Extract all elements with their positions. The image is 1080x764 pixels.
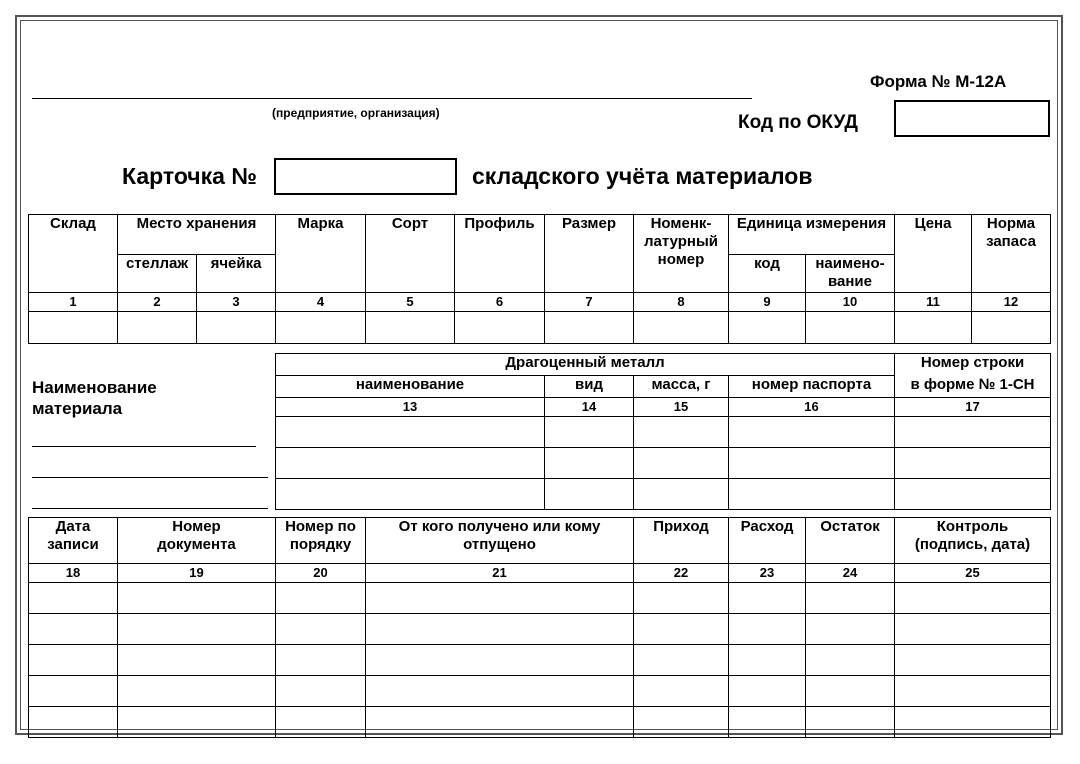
data-cell[interactable] [634, 312, 729, 344]
col-num: 5 [366, 293, 455, 312]
col-num: 7 [545, 293, 634, 312]
col-num: 6 [455, 293, 545, 312]
header-stellazh: стеллаж [118, 255, 197, 293]
col-num: 23 [729, 564, 806, 583]
col-num: 4 [276, 293, 366, 312]
movement-table [28, 517, 1051, 738]
data-cell[interactable] [806, 676, 895, 707]
data-cell[interactable] [729, 312, 806, 344]
header-yacheyka: ячейка [197, 255, 276, 293]
data-cell[interactable] [29, 312, 118, 344]
data-cell[interactable] [729, 417, 895, 448]
col-num: 3 [197, 293, 276, 312]
data-cell[interactable] [366, 614, 634, 645]
data-cell[interactable] [276, 676, 366, 707]
data-cell[interactable] [118, 312, 197, 344]
header-edinica: Единица измерения [729, 215, 895, 255]
header-kontrol [895, 518, 1051, 564]
header-otkogo-2: отпущено [463, 536, 536, 553]
col-num: 13 [276, 398, 545, 417]
col-num: 19 [118, 564, 276, 583]
col-num: 10 [806, 293, 895, 312]
col-num: 24 [806, 564, 895, 583]
header-poryadok-2: порядку [289, 536, 352, 553]
data-cell[interactable] [634, 676, 729, 707]
header-sklad: Склад [29, 215, 118, 293]
header-naimen: наимено-вание [806, 255, 895, 293]
col-num: 22 [634, 564, 729, 583]
data-cell[interactable] [729, 583, 806, 614]
col-num: 16 [729, 398, 895, 417]
data-cell[interactable] [895, 417, 1051, 448]
data-cell[interactable] [634, 645, 729, 676]
data-cell[interactable] [634, 417, 729, 448]
data-cell[interactable] [118, 583, 276, 614]
col-num: 18 [29, 564, 118, 583]
header-otkogo [366, 518, 634, 564]
material-attributes-table [28, 214, 1051, 344]
header-poryadok [276, 518, 366, 564]
data-cell[interactable] [366, 676, 634, 707]
header-doc-2: документа [157, 536, 236, 553]
data-cell[interactable] [276, 448, 545, 479]
header-doc-1: Номер [172, 518, 221, 535]
data-cell[interactable] [895, 448, 1051, 479]
col-num: 15 [634, 398, 729, 417]
header-marka: Марка [276, 215, 366, 293]
col-num: 12 [972, 293, 1051, 312]
header-norma: Норма запаса [972, 215, 1051, 293]
header-doc [118, 518, 276, 564]
data-cell[interactable] [29, 676, 118, 707]
header-metal-massa: масса, г [634, 376, 729, 398]
data-cell[interactable] [366, 312, 455, 344]
data-cell[interactable] [806, 614, 895, 645]
org-caption: (предприятие, организация) [272, 106, 440, 120]
data-cell[interactable] [806, 645, 895, 676]
data-cell[interactable] [806, 707, 895, 738]
data-cell[interactable] [729, 614, 806, 645]
data-cell[interactable] [895, 645, 1051, 676]
col-num: 25 [895, 564, 1051, 583]
data-cell[interactable] [729, 707, 806, 738]
data-cell[interactable] [118, 614, 276, 645]
data-cell[interactable] [276, 707, 366, 738]
header-otkogo-1: От кого получено или кому [398, 518, 601, 535]
data-cell[interactable] [118, 707, 276, 738]
header-metal: Драгоценный металл [276, 354, 895, 376]
data-cell[interactable] [276, 583, 366, 614]
data-cell[interactable] [276, 645, 366, 676]
header-metal-pasport: номер паспорта [729, 376, 895, 398]
data-cell[interactable] [29, 614, 118, 645]
data-cell[interactable] [118, 645, 276, 676]
data-cell[interactable] [634, 707, 729, 738]
col-num: 14 [545, 398, 634, 417]
data-cell[interactable] [972, 312, 1051, 344]
data-cell[interactable] [634, 479, 729, 510]
material-line-2 [32, 477, 268, 478]
data-cell[interactable] [29, 583, 118, 614]
material-line-1 [32, 446, 256, 447]
data-cell[interactable] [806, 583, 895, 614]
header-razmer: Размер [545, 215, 634, 293]
data-cell[interactable] [729, 676, 806, 707]
header-data-2: записи [47, 536, 99, 553]
data-cell[interactable] [366, 707, 634, 738]
card-title-suffix: складского учёта материалов [472, 163, 813, 189]
data-cell[interactable] [895, 583, 1051, 614]
okud-label: Код по ОКУД [738, 112, 858, 133]
org-line [32, 98, 752, 99]
header-metal-naimen: наименование [276, 376, 545, 398]
data-cell[interactable] [729, 479, 895, 510]
header-data [29, 518, 118, 564]
data-cell[interactable] [634, 583, 729, 614]
col-num: 8 [634, 293, 729, 312]
okud-code-field[interactable] [894, 100, 1050, 137]
data-cell[interactable] [276, 312, 366, 344]
header-rashod: Расход [729, 518, 806, 564]
material-name-text: Наименование материала [32, 378, 157, 418]
data-cell[interactable] [806, 312, 895, 344]
header-ostatok: Остаток [806, 518, 895, 564]
header-cena: Цена [895, 215, 972, 293]
header-sort: Сорт [366, 215, 455, 293]
data-cell[interactable] [895, 676, 1051, 707]
col-num: 1 [29, 293, 118, 312]
data-cell[interactable] [276, 479, 545, 510]
header-prihod: Приход [634, 518, 729, 564]
data-cell[interactable] [634, 614, 729, 645]
header-poryadok-1: Номер по [285, 518, 356, 535]
data-cell[interactable] [29, 645, 118, 676]
data-cell[interactable] [634, 448, 729, 479]
data-cell[interactable] [29, 707, 118, 738]
header-nomenk: Номенк-латурный номер [634, 215, 729, 293]
card-number-field[interactable] [274, 158, 457, 195]
precious-metal-table [275, 353, 1051, 510]
header-data-1: Дата [55, 518, 91, 535]
data-cell[interactable] [366, 645, 634, 676]
data-cell[interactable] [545, 448, 634, 479]
data-cell[interactable] [276, 614, 366, 645]
col-num: 9 [729, 293, 806, 312]
data-cell[interactable] [366, 583, 634, 614]
header-nomer-stroki-1: Номер строки [895, 354, 1051, 376]
form-number: Форма № М-12А [870, 72, 1007, 91]
header-kontrol-2: (подпись, дата) [914, 536, 1031, 553]
data-cell[interactable] [545, 312, 634, 344]
material-line-3 [32, 508, 268, 509]
data-cell[interactable] [276, 417, 545, 448]
data-cell[interactable] [545, 479, 634, 510]
data-cell[interactable] [545, 417, 634, 448]
card-title-prefix: Карточка № [122, 163, 257, 189]
header-kod: код [729, 255, 806, 293]
header-metal-vid: вид [545, 376, 634, 398]
data-cell[interactable] [895, 479, 1051, 510]
data-cell[interactable] [895, 707, 1051, 738]
col-num: 17 [895, 398, 1051, 417]
header-kontrol-1: Контроль [936, 518, 1009, 535]
col-num: 2 [118, 293, 197, 312]
data-cell[interactable] [895, 614, 1051, 645]
data-cell[interactable] [118, 676, 276, 707]
header-mesto: Место хранения [118, 215, 276, 255]
data-cell[interactable] [455, 312, 545, 344]
data-cell[interactable] [197, 312, 276, 344]
col-num: 20 [276, 564, 366, 583]
col-num: 11 [895, 293, 972, 312]
header-nomer-stroki-2: в форме № 1-СН [895, 376, 1051, 398]
data-cell[interactable] [895, 312, 972, 344]
col-num: 21 [366, 564, 634, 583]
material-name-label [32, 377, 232, 419]
header-profil: Профиль [455, 215, 545, 293]
data-cell[interactable] [729, 448, 895, 479]
data-cell[interactable] [729, 645, 806, 676]
